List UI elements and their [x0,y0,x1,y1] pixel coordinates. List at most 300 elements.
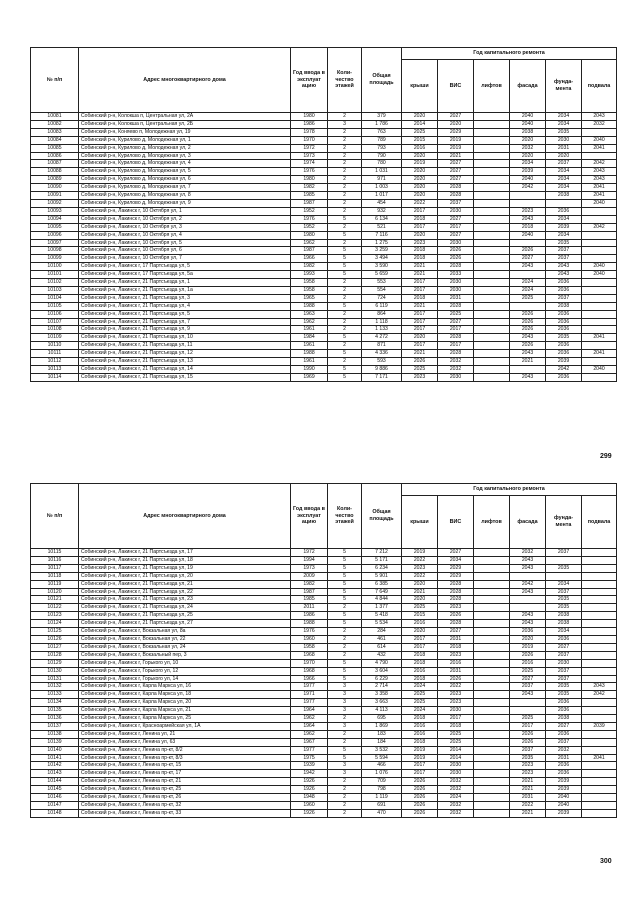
cell-foundation: 2036 [546,279,582,287]
cell-floors: 5 [328,302,362,310]
cell-year: 1986 [291,612,328,620]
cell-area: 379 [362,113,402,121]
cell-floors: 2 [328,207,362,215]
cell-address: Собинский р-н, Лакинск г, 21 Партсъезда ул, 24 [79,604,291,612]
cell-facade: 2043 [510,373,546,381]
cell-vis: 2025 [438,310,474,318]
cell-foundation: 2035 [546,691,582,699]
cell-basement [582,651,617,659]
repair-table [30,47,617,382]
cell-vis: 2014 [438,746,474,754]
cell-roof: 2019 [402,549,438,557]
cell-facade: 2036 [510,628,546,636]
cell-area: 1 031 [362,168,402,176]
cell-floors: 3 [328,707,362,715]
cell-foundation: 2031 [546,144,582,152]
cell-address: Собинский р-н, Лакинск г, 21 Партсъезда ул, 9 [79,326,291,334]
cell-elevators [474,350,510,358]
cell-facade: 2027 [510,255,546,263]
cell-elevators [474,715,510,723]
cell-roof: 2017 [402,770,438,778]
cell-facade [510,239,546,247]
table-row [31,144,617,152]
cell-facade: 2043 [510,556,546,564]
cell-vis: 2017 [438,326,474,334]
cell-year: 1962 [291,715,328,723]
cell-basement: 2043 [582,168,617,176]
cell-year: 1972 [291,144,328,152]
cell-area: 3 259 [362,247,402,255]
table-row [31,271,617,279]
cell-basement [582,794,617,802]
cell-foundation: 2035 [546,128,582,136]
cell-year: 1980 [291,176,328,184]
cell-year: 1963 [291,310,328,318]
cell-floors: 5 [328,754,362,762]
table-row [31,184,617,192]
cell-facade: 2019 [510,643,546,651]
cell-foundation: 2039 [546,809,582,817]
cell-year: 1958 [291,279,328,287]
cell-num: 10135 [31,707,79,715]
cell-area: 284 [362,628,402,636]
cell-area: 793 [362,144,402,152]
cell-vis: 2019 [438,136,474,144]
cell-area: 1 275 [362,239,402,247]
cell-foundation: 2020 [546,152,582,160]
cell-foundation: 2040 [546,802,582,810]
cell-vis: 2025 [438,738,474,746]
cell-address: Собинский р-н, Куриловo д, Молодежная ул, 2 [79,144,291,152]
cell-floors: 2 [328,738,362,746]
cell-roof: 2021 [402,350,438,358]
cell-year: 1987 [291,247,328,255]
page-299 [30,47,616,382]
cell-floors: 3 [328,691,362,699]
cell-elevators [474,128,510,136]
cell-floors: 2 [328,199,362,207]
cell-basement [582,786,617,794]
cell-num: 10145 [31,786,79,794]
cell-address: Собинский р-н, Лакинск г, 21 Партсъезда ул, 20 [79,572,291,580]
cell-num: 10144 [31,778,79,786]
cell-roof: 2016 [402,722,438,730]
cell-roof: 2021 [402,271,438,279]
cell-foundation: 2037 [546,588,582,596]
cell-vis: 2017 [438,715,474,723]
cell-facade: 2021 [510,358,546,366]
cell-address: Собинский р-н, Лакинск г, 21 Партсъезда ул, 15 [79,373,291,381]
cell-num: 10137 [31,722,79,730]
cell-elevators [474,699,510,707]
cell-vis: 2032 [438,809,474,817]
cell-floors: 5 [328,263,362,271]
cell-address: Собинский р-н, Лакинск г, Карла Маркса ул, 25 [79,715,291,723]
table-row [31,263,617,271]
cell-area: 4 272 [362,334,402,342]
cell-elevators [474,754,510,762]
cell-facade: 2043 [510,588,546,596]
cell-floors: 2 [328,651,362,659]
cell-vis: 2023 [438,699,474,707]
cell-facade [510,604,546,612]
cell-elevators [474,635,510,643]
cell-num: 10099 [31,255,79,263]
table-row [31,738,617,746]
table-row [31,279,617,287]
cell-elevators [474,286,510,294]
table-row [31,754,617,762]
cell-roof: 2017 [402,286,438,294]
cell-foundation: 2040 [546,794,582,802]
cell-facade: 2037 [510,683,546,691]
table-row [31,770,617,778]
table-row [31,358,617,366]
cell-roof: 2020 [402,113,438,121]
cell-elevators [474,588,510,596]
cell-elevators [474,738,510,746]
repair-table [30,483,617,818]
cell-year: 1926 [291,809,328,817]
cell-facade: 2025 [510,294,546,302]
cell-address: Собинский р-н, Лакинск г, Карла Маркса ул, 18 [79,691,291,699]
cell-floors: 2 [328,794,362,802]
cell-floors: 2 [328,160,362,168]
cell-foundation: 2037 [546,294,582,302]
cell-vis: 2029 [438,564,474,572]
cell-area: 1 076 [362,770,402,778]
cell-address: Собинский р-н, Лакинск г, 21 Партсъезда ул, 19 [79,564,291,572]
cell-year: 1982 [291,263,328,271]
cell-num: 10127 [31,643,79,651]
cell-roof: 2022 [402,556,438,564]
cell-foundation: 2043 [546,263,582,271]
cell-num: 10120 [31,588,79,596]
cell-facade: 2043 [510,691,546,699]
cell-year: 1961 [291,358,328,366]
cell-roof: 2019 [402,160,438,168]
cell-facade [510,707,546,715]
cell-num: 10106 [31,310,79,318]
cell-area: 780 [362,160,402,168]
cell-floors: 5 [328,231,362,239]
cell-vis: 2028 [438,334,474,342]
cell-num: 10146 [31,794,79,802]
table-row [31,612,617,620]
cell-basement [582,588,617,596]
cell-area: 554 [362,286,402,294]
cell-elevators [474,604,510,612]
cell-elevators [474,373,510,381]
table-row [31,302,617,310]
cell-elevators [474,334,510,342]
cell-address: Собинский р-н, Лакинск г, Вокзальная ул, 24 [79,643,291,651]
col-roof-header: крыши [402,60,438,113]
cell-year: 1976 [291,168,328,176]
cell-basement: 2040 [582,263,617,271]
cell-facade: 2026 [510,738,546,746]
cell-elevators [474,683,510,691]
cell-address: Собинский р-н, Лакинск г, Карла Маркса ул, 21 [79,707,291,715]
cell-year: 1968 [291,651,328,659]
cell-year: 1980 [291,113,328,121]
cell-foundation: 2036 [546,207,582,215]
cell-vis: 2024 [438,794,474,802]
table-row [31,239,617,247]
col-foundation-header: фунда-мента [546,496,582,549]
cell-foundation: 2035 [546,564,582,572]
cell-basement [582,152,617,160]
table-row [31,199,617,207]
cell-basement: 2040 [582,366,617,374]
cell-num: 10128 [31,651,79,659]
cell-foundation: 2034 [546,184,582,192]
cell-foundation: 2037 [546,738,582,746]
cell-facade: 2040 [510,120,546,128]
cell-area: 6 134 [362,215,402,223]
cell-address: Собинский р-н, Лакинск г, Вокзальный пер, 3 [79,651,291,659]
table-header [31,48,617,113]
cell-roof: 2020 [402,176,438,184]
cell-roof: 2025 [402,699,438,707]
cell-elevators [474,184,510,192]
cell-roof: 2025 [402,691,438,699]
cell-area: 4 844 [362,596,402,604]
cell-area: 789 [362,136,402,144]
cell-facade: 2026 [510,326,546,334]
col-repair-group-header: Год капитального ремонта [402,48,617,60]
cell-floors: 2 [328,192,362,200]
table-row [31,168,617,176]
cell-floors: 5 [328,564,362,572]
cell-vis: 2029 [438,128,474,136]
cell-address: Собинский р-н, Куриловo д, Молодежная ул, 7 [79,184,291,192]
cell-floors: 2 [328,778,362,786]
cell-elevators [474,239,510,247]
cell-basement [582,628,617,636]
cell-vis: 2032 [438,786,474,794]
cell-facade: 2043 [510,334,546,342]
cell-vis: 2030 [438,207,474,215]
cell-address: Собинский р-н, Куриловo д, Молодежная ул, 3 [79,152,291,160]
cell-vis: 2019 [438,144,474,152]
table-row [31,294,617,302]
cell-vis: 2030 [438,707,474,715]
cell-facade: 2040 [510,113,546,121]
cell-facade [510,572,546,580]
cell-basement [582,675,617,683]
cell-basement: 2041 [582,144,617,152]
table-row [31,113,617,121]
cell-facade: 2026 [510,730,546,738]
cell-year: 1975 [291,754,328,762]
cell-address: Собинский р-н, Лакинск г, Вокзальная ул, 22 [79,635,291,643]
cell-vis: 2029 [438,572,474,580]
cell-roof: 2020 [402,628,438,636]
cell-area: 521 [362,223,402,231]
cell-roof: 2024 [402,707,438,715]
cell-area: 790 [362,152,402,160]
cell-foundation: 2034 [546,215,582,223]
cell-basement [582,239,617,247]
cell-vis: 2028 [438,302,474,310]
cell-basement [582,255,617,263]
cell-address: Собинский р-н, Куриловo д, Молодежная ул, 5 [79,168,291,176]
cell-address: Собинский р-н, Лакинск г, Ленина ул, 63 [79,738,291,746]
table-row [31,231,617,239]
cell-foundation: 2043 [546,271,582,279]
page-300 [30,483,616,818]
cell-num: 10098 [31,247,79,255]
cell-foundation: 2034 [546,231,582,239]
cell-year: 1987 [291,588,328,596]
table-row [31,722,617,730]
cell-vis: 2027 [438,549,474,557]
cell-year: 1961 [291,326,328,334]
cell-num: 10122 [31,604,79,612]
cell-foundation: 2036 [546,762,582,770]
cell-vis: 2023 [438,691,474,699]
cell-year: 1968 [291,667,328,675]
cell-basement [582,580,617,588]
cell-vis: 2016 [438,659,474,667]
cell-area: 1 869 [362,722,402,730]
table-row [31,120,617,128]
cell-facade: 2021 [510,809,546,817]
cell-vis: 2023 [438,604,474,612]
cell-num: 10119 [31,580,79,588]
cell-foundation: 2038 [546,612,582,620]
cell-basement [582,604,617,612]
cell-basement: 2041 [582,192,617,200]
cell-basement: 2032 [582,120,617,128]
cell-address: Собинский р-н, Лакинск г, Ленина пр-кт, 25 [79,786,291,794]
cell-roof: 2020 [402,596,438,604]
cell-basement: 2040 [582,199,617,207]
cell-floors: 5 [328,612,362,620]
cell-num: 10130 [31,667,79,675]
cell-area: 4 336 [362,350,402,358]
cell-roof: 2016 [402,144,438,152]
table-row [31,667,617,675]
cell-area: 470 [362,809,402,817]
cell-facade: 2043 [510,620,546,628]
cell-elevators [474,113,510,121]
cell-floors: 5 [328,271,362,279]
cell-basement [582,809,617,817]
col-facade-header: фасада [510,496,546,549]
cell-facade: 2017 [510,722,546,730]
cell-facade: 2021 [510,778,546,786]
cell-vis: 2027 [438,231,474,239]
cell-area: 454 [362,199,402,207]
cell-num: 10105 [31,302,79,310]
cell-vis: 2021 [438,152,474,160]
cell-area: 1 377 [362,604,402,612]
cell-elevators [474,778,510,786]
cell-year: 1976 [291,215,328,223]
cell-roof: 2019 [402,746,438,754]
cell-address: Собинский р-н, Лакинск г, 10 Октября ул, 3 [79,223,291,231]
cell-facade: 2032 [510,144,546,152]
table-row [31,136,617,144]
cell-address: Собинский р-н, Куриловo д, Молодежная ул, 6 [79,176,291,184]
cell-address: Собинский р-н, Лакинск г, 10 Октября ул, 1 [79,207,291,215]
cell-floors: 3 [328,699,362,707]
cell-year: 1952 [291,207,328,215]
cell-basement: 2043 [582,683,617,691]
cell-area: 3 604 [362,667,402,675]
cell-year: 1967 [291,738,328,746]
cell-elevators [474,667,510,675]
cell-roof: 2017 [402,635,438,643]
cell-roof: 2022 [402,572,438,580]
cell-floors: 2 [328,635,362,643]
cell-basement [582,612,617,620]
cell-address: Собинский р-н, Лакинск г, Ленина пр-кт, 17 [79,770,291,778]
table-row [31,334,617,342]
cell-facade: 2024 [510,279,546,287]
cell-year: 1962 [291,239,328,247]
cell-floors: 2 [328,294,362,302]
cell-facade: 2039 [510,168,546,176]
col-foundation-header: фунда-мента [546,60,582,113]
table-row [31,152,617,160]
cell-vis: 2028 [438,350,474,358]
table-row [31,350,617,358]
col-year-header: Год ввода в эксплуат ацию [291,484,328,549]
cell-vis: 2026 [438,247,474,255]
cell-vis: 2027 [438,176,474,184]
cell-year: 1926 [291,786,328,794]
cell-facade: 2020 [510,136,546,144]
cell-address: Собинский р-н, Лакинск г, Карла Маркса ул, 16 [79,683,291,691]
cell-elevators [474,786,510,794]
cell-roof: 2020 [402,231,438,239]
cell-roof: 2020 [402,334,438,342]
table-row [31,786,617,794]
cell-elevators [474,596,510,604]
cell-num: 10142 [31,762,79,770]
cell-area: 691 [362,802,402,810]
cell-roof: 2025 [402,604,438,612]
cell-num: 10082 [31,120,79,128]
table-row [31,128,617,136]
table-row [31,809,617,817]
cell-elevators [474,366,510,374]
cell-foundation: 2036 [546,310,582,318]
col-floors-header: Коли-чество этажей [328,48,362,113]
cell-roof: 2016 [402,730,438,738]
cell-foundation: 2034 [546,176,582,184]
cell-num: 10089 [31,176,79,184]
cell-basement: 2040 [582,136,617,144]
cell-year: 1942 [291,770,328,778]
cell-roof: 2020 [402,168,438,176]
cell-area: 553 [362,279,402,287]
cell-year: 1986 [291,120,328,128]
cell-vis: 2030 [438,373,474,381]
table-row [31,286,617,294]
cell-basement [582,231,617,239]
cell-floors: 2 [328,176,362,184]
cell-num: 10100 [31,263,79,271]
cell-num: 10121 [31,596,79,604]
cell-year: 1988 [291,302,328,310]
cell-basement [582,318,617,326]
cell-vis: 2026 [438,255,474,263]
cell-facade: 2023 [510,770,546,778]
